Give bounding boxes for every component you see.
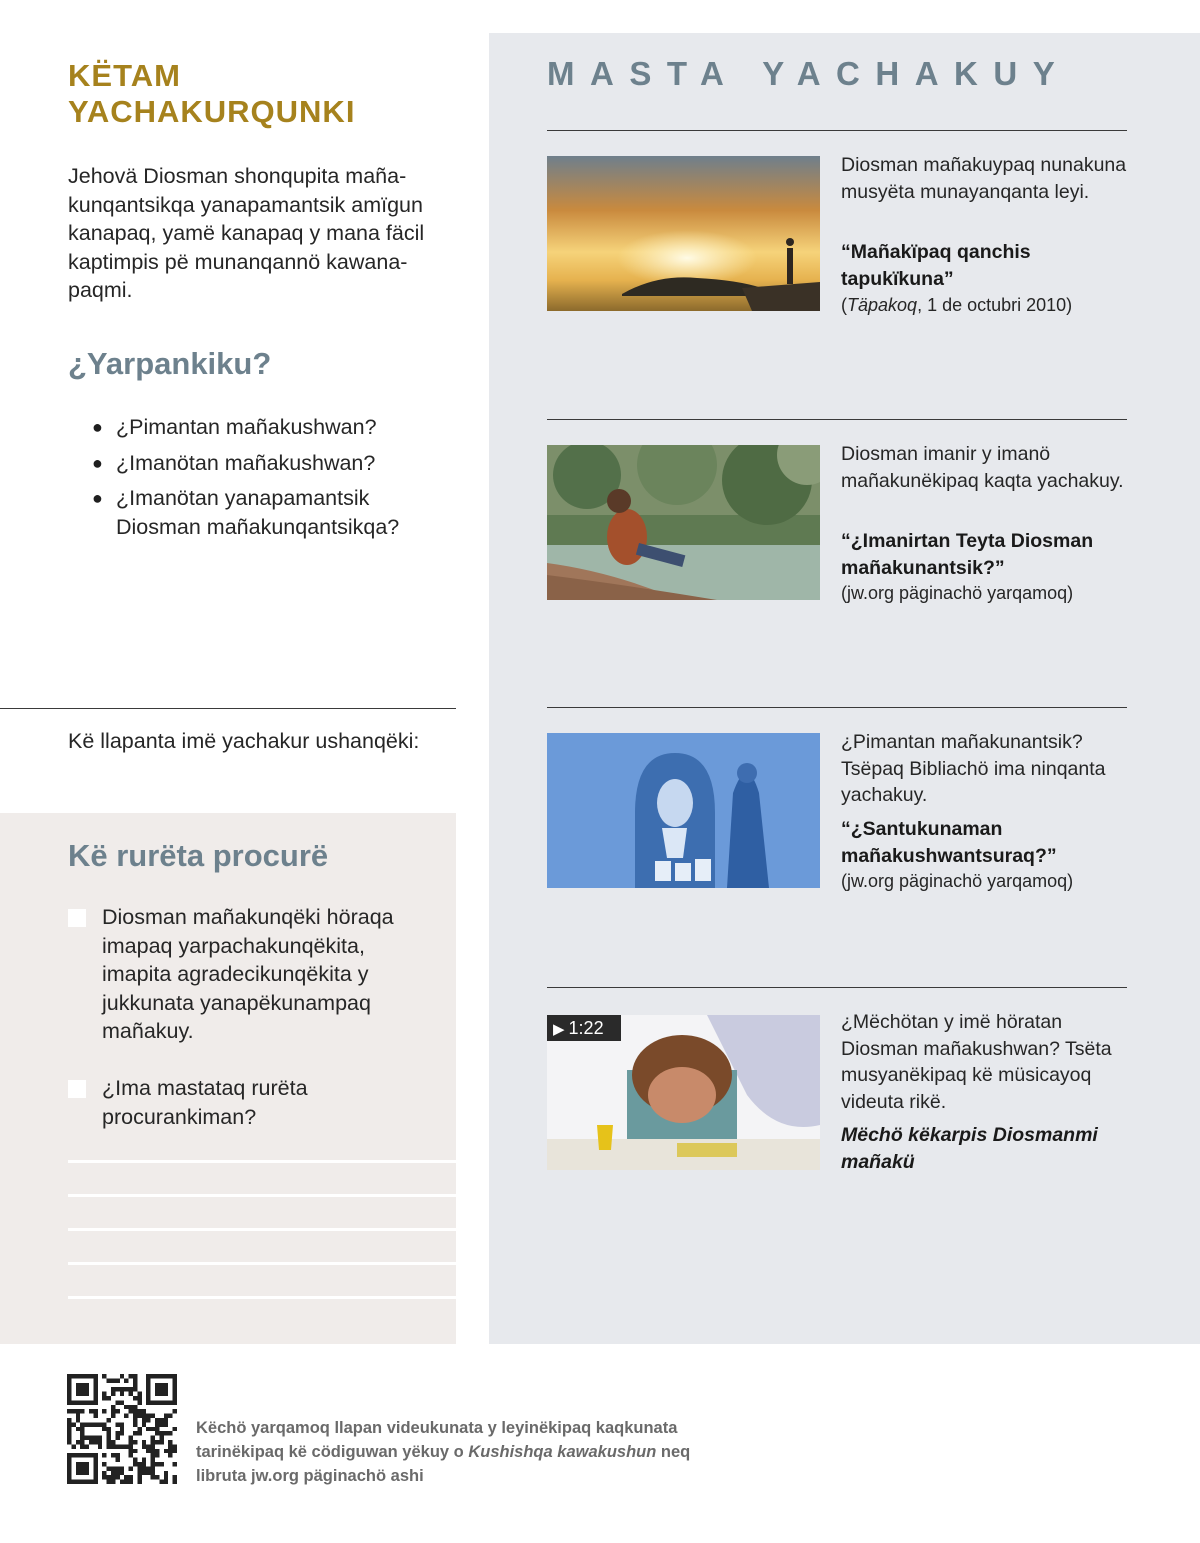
- goal-item-text: Diosman mañakunqëki höraqa imapaq yarpachakunqëkita, imapita agradecikunqëkita y jukkunata yanapëkunampaq mañakuy.: [102, 905, 394, 1043]
- resource-description: ¿Pimantan mañakunantsik? Tsëpaq Bibliachö ima ninqanta yachakuy.: [841, 731, 1106, 806]
- video-title[interactable]: Mëchö këkarpis Diosmanmi mañakü: [841, 1124, 1098, 1173]
- resource-description: Diosman imanir y imanö mañakunëkipaq kaqta yachakuy.: [841, 443, 1124, 492]
- goal-item: [68, 903, 438, 1046]
- resource-source: (jw.org päginachö yarqamoq): [841, 871, 1074, 891]
- review-item-text: ¿Imanötan yanapamantsik Diosman mañakunqantsikqa?: [116, 486, 400, 539]
- review-item: [92, 484, 442, 541]
- bullet-icon: ●: [92, 488, 103, 508]
- goal-checkbox[interactable]: [68, 909, 86, 927]
- review-item-text: ¿Imanötan mañakushwan?: [116, 450, 376, 475]
- share-prompt: Kë llapanta imë yachakur ushanqëki:: [68, 729, 420, 753]
- divider: [0, 708, 456, 709]
- resource-card[interactable]: [547, 419, 1127, 689]
- divider: [547, 987, 1127, 988]
- resource-source: [841, 292, 1127, 318]
- review-list: [92, 413, 442, 548]
- writing-line[interactable]: [68, 1262, 456, 1265]
- goal-title: Kë rurëta procurë: [68, 838, 329, 873]
- resource-source: (jw.org päginachö yarqamoq): [841, 583, 1074, 603]
- footer-book-title: Kushishqa kawakushun: [468, 1443, 657, 1461]
- writing-line[interactable]: [68, 1228, 456, 1231]
- sunset-image: [547, 156, 820, 311]
- resource-title[interactable]: “Mañakïpaq qanchis tapukïkuna”: [841, 241, 1031, 290]
- writing-line[interactable]: [68, 1296, 456, 1299]
- goal-item-text: ¿Ima mastataq rurëta procurankiman?: [102, 1076, 308, 1129]
- explore-title: MASTA YACHAKUY: [547, 55, 1071, 92]
- resource-card[interactable]: [547, 707, 1127, 977]
- resource-card[interactable]: [547, 130, 1127, 400]
- boy-praying-video-thumbnail[interactable]: [547, 1015, 820, 1170]
- footer-text-start: Këchö yarqamoq llapan videukunata y leyinëkipaq kaqkunata tarinëkipaq kë cödiguwan yëkuy o: [196, 1419, 678, 1461]
- source-paren: (: [841, 295, 847, 315]
- divider: [547, 130, 1127, 131]
- video-card[interactable]: [547, 987, 1127, 1257]
- divider: [547, 707, 1127, 708]
- praying-woman-statue-image: [547, 733, 820, 888]
- qr-code[interactable]: [67, 1374, 177, 1484]
- source-publication: Täpakoq: [847, 295, 918, 315]
- bullet-icon: ●: [92, 452, 103, 473]
- woman-by-river-image: [547, 445, 820, 600]
- summary-title: KËTAM YACHAKURQUNKI: [68, 58, 356, 129]
- summary-text: Jehovä Diosman shonqupita maña-kunqantsikqa yanapamantsik amïgun kanapaq, yamë kanapaq y mana fäcil kaptimpis pë munanqannö kawana-paqmi.: [68, 164, 425, 302]
- resource-description: Diosman mañakuypaq nunakuna musyëta munayanqanta leyi.: [841, 154, 1127, 203]
- footer-text-end: neq libruta jw.org päginachö ashi: [196, 1443, 691, 1485]
- resource-title[interactable]: “¿Imanirtan Teyta Diosman mañakunantsik?”: [841, 530, 1094, 579]
- goal-checkbox[interactable]: [68, 1080, 86, 1098]
- writing-line[interactable]: [68, 1160, 456, 1163]
- footer-text: [196, 1416, 736, 1488]
- divider: [547, 419, 1127, 420]
- review-item: [92, 413, 442, 442]
- review-item-text: ¿Pimantan mañakushwan?: [116, 415, 377, 439]
- resource-description: ¿Mëchötan y imë höratan Diosman mañakushwan? Tsëta musyanëkipaq kë müsicayoq videuta rikë.: [841, 1011, 1112, 1113]
- video-duration-badge: [547, 1015, 621, 1041]
- bullet-icon: ●: [92, 417, 103, 437]
- writing-line[interactable]: [68, 1194, 456, 1197]
- goal-item: [68, 1074, 438, 1131]
- video-duration: 1:22: [568, 1018, 604, 1038]
- source-date: , 1 de octubri 2010): [917, 295, 1073, 315]
- review-item: [92, 449, 442, 478]
- review-title: ¿Yarpankiku?: [68, 346, 272, 381]
- play-icon: ▶: [553, 1021, 565, 1038]
- resource-title[interactable]: “¿Santukunaman mañakushwantsuraq?”: [841, 818, 1057, 867]
